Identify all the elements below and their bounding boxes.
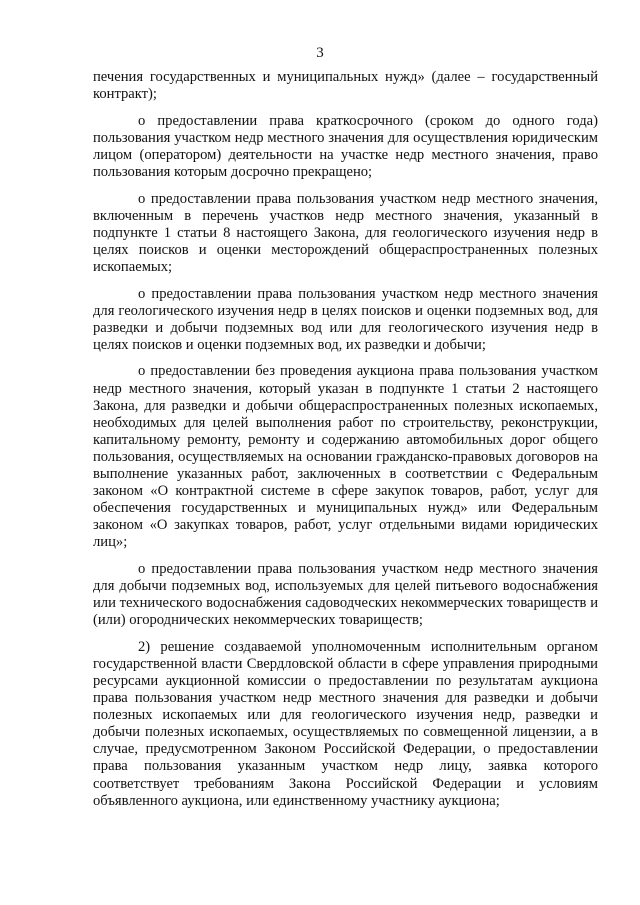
document-body xyxy=(93,69,598,819)
paragraph-drinking-water: о предоставлении права пользования участком недр местного значения для добычи подземных вод, используемых для целей питьевого водоснабжения или технического водоснабжения садоводческих некоммерческих товариществ и (или) огороднических некоммерческих товариществ; xyxy=(93,560,598,629)
paragraph-groundwater: о предоставлении права пользования участком недр местного значения для геологического изучения недр в целях поисков и оценки подземных вод, для разведки и добычи подземных вод или для геологического изучения недр в целях поисков и оценки подземных вод, их разведки и добычи; xyxy=(93,285,598,353)
paragraph-auction-commission-decision: 2) решение создаваемой уполномоченным исполнительным органом государственной власти Свердловской области в сфере управления природными ресурсами аукционной комиссии о предоставлении по результатам аукциона права пользования участком недр местного значения для разведки и добычи полезных ископаемых или для геологического изучения недр, разведки и добычи полезных ископаемых, осуществляемых по совмещенной лицензии, а в случае, предусмотренном Законом Российской Федерации, о предоставлении права пользования указанным участком недр лицу, заявка которого соответствует требованиям Закона Российской Федерации и условиям объявленного аукциона, или единственному участнику аукциона; xyxy=(93,638,598,809)
paragraph-without-auction: о предоставлении без проведения аукциона права пользования участком недр местного значения, который указан в подпункте 1 статьи 2 настоящего Закона, для разведки и добычи общераспространенных полезных ископаемых, необходимых для целей выполнения работ по строительству, реконструкции, капитальному ремонту, ремонту и содержанию автомобильных дорог общего пользования, осуществляемых на основании гражданско-правовых договоров на выполнение указанных работ, заключенных в соответствии с Федеральным законом «О контрактной системе в сфере закупок товаров, работ, услуг для обеспечения государственных и муниципальных нужд» или Федеральным законом «О закупках товаров, работ, услуг отдельными видами юридических лиц»; xyxy=(93,363,598,551)
paragraph-continuation: печения государственных и муниципальных нужд» (далее – государственный контракт); xyxy=(93,69,598,103)
page-number: 3 xyxy=(316,45,324,61)
paragraph-geological-study-common-minerals: о предоставлении права пользования участком недр местного значения, включенным в перечень участков недр местного значения, указанный в подпункте 1 статьи 8 настоящего Закона, для геологического изучения недр в целях поисков и оценки месторождений общераспространенных полезных ископаемых; xyxy=(93,190,598,275)
paragraph-short-term-right: о предоставлении права краткосрочного (сроком до одного года) пользования участком недр местного значения для осуществления юридическим лицом (оператором) деятельности на участке недр местного значения, право пользования которым досрочно прекращено; xyxy=(93,112,598,180)
